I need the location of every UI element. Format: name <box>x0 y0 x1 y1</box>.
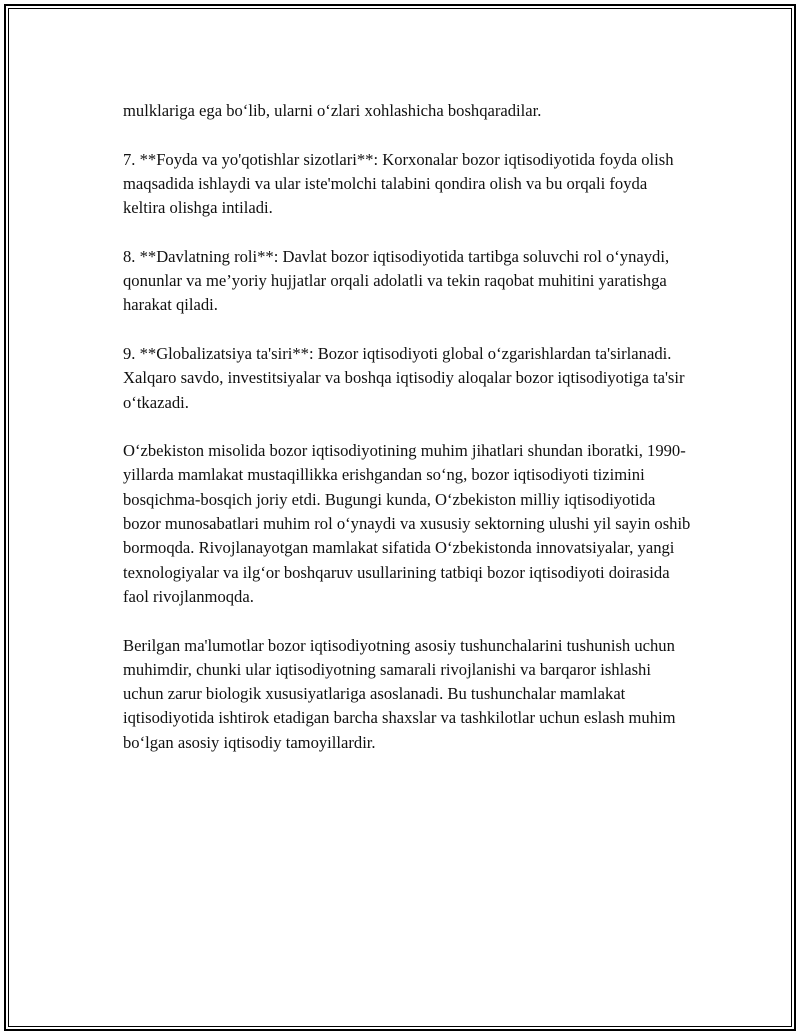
page-frame <box>4 4 796 1031</box>
document-body <box>123 99 693 779</box>
paragraph-conclusion: Berilgan ma'lumotlar bozor iqtisodiyotning asosiy tushunchalarini tushunish uchun muhimdir, chunki ular iqtisodiyotning samarali rivojlanishi va barqaror ishlashi uchun zarur biologik xususiyatlariga asoslanadi. Bu tushunchalar mamlakat iqtisodiyotida ishtirok etadigan barcha shaxslar va tashkilotlar uchun eslash muhim bo‘lgan asosiy iqtisodiy tamoyillardir. <box>123 635 676 752</box>
paragraph-uzbekistan-example: O‘zbekiston misolida bozor iqtisodiyotining muhim jihatlari shundan iboratki, 1990-yillarda mamlakat mustaqillikka erishgandan so‘ng, bozor iqtisodiyoti tizimini bosqichma-bosqich joriy etdi. Bugungi kunda, O‘zbekiston milliy iqtisodiyotida bozor munosabatlari muhim rol o‘ynaydi va xususiy sektorning ulushi yil sayin oshib bormoqda. Rivojlanayotgan mamlakat sifatida O‘zbekistonda innovatsiyalar, yangi texnologiyalar va ilg‘or boshqaruv usullarining tatbiqi bozor iqtisodiyoti doirasida faol rivojlanmoqda. <box>123 441 691 606</box>
paragraph-continuation: mulklariga ega bo‘lib, ularni o‘zlari xohlashicha boshqaradilar. <box>123 101 542 120</box>
paragraph-item-9: 9. **Globalizatsiya ta'siri**: Bozor iqtisodiyoti global o‘zgarishlardan ta'sirlanadi. Xalqaro savdo, investitsiyalar va boshqa iqtisodiy aloqalar bozor iqtisodiyotiga ta'sir o‘tkazadi. <box>123 343 685 412</box>
paragraph-item-7: 7. **Foyda va yo'qotishlar sizotlari**: Korxonalar bozor iqtisodiyotida foyda olish maqsadida ishlaydi va ular iste'molchi talabini qondira olish va bu orqali foyda keltira olishga intiladi. <box>123 149 674 218</box>
paragraph-item-8: 8. **Davlatning roli**: Davlat bozor iqtisodiyotida tartibga soluvchi rol o‘ynaydi, qonunlar va me’yoriy hujjatlar orqali adolatli va tekin raqobat muhitini yaratishga harakat qiladi. <box>123 246 670 315</box>
